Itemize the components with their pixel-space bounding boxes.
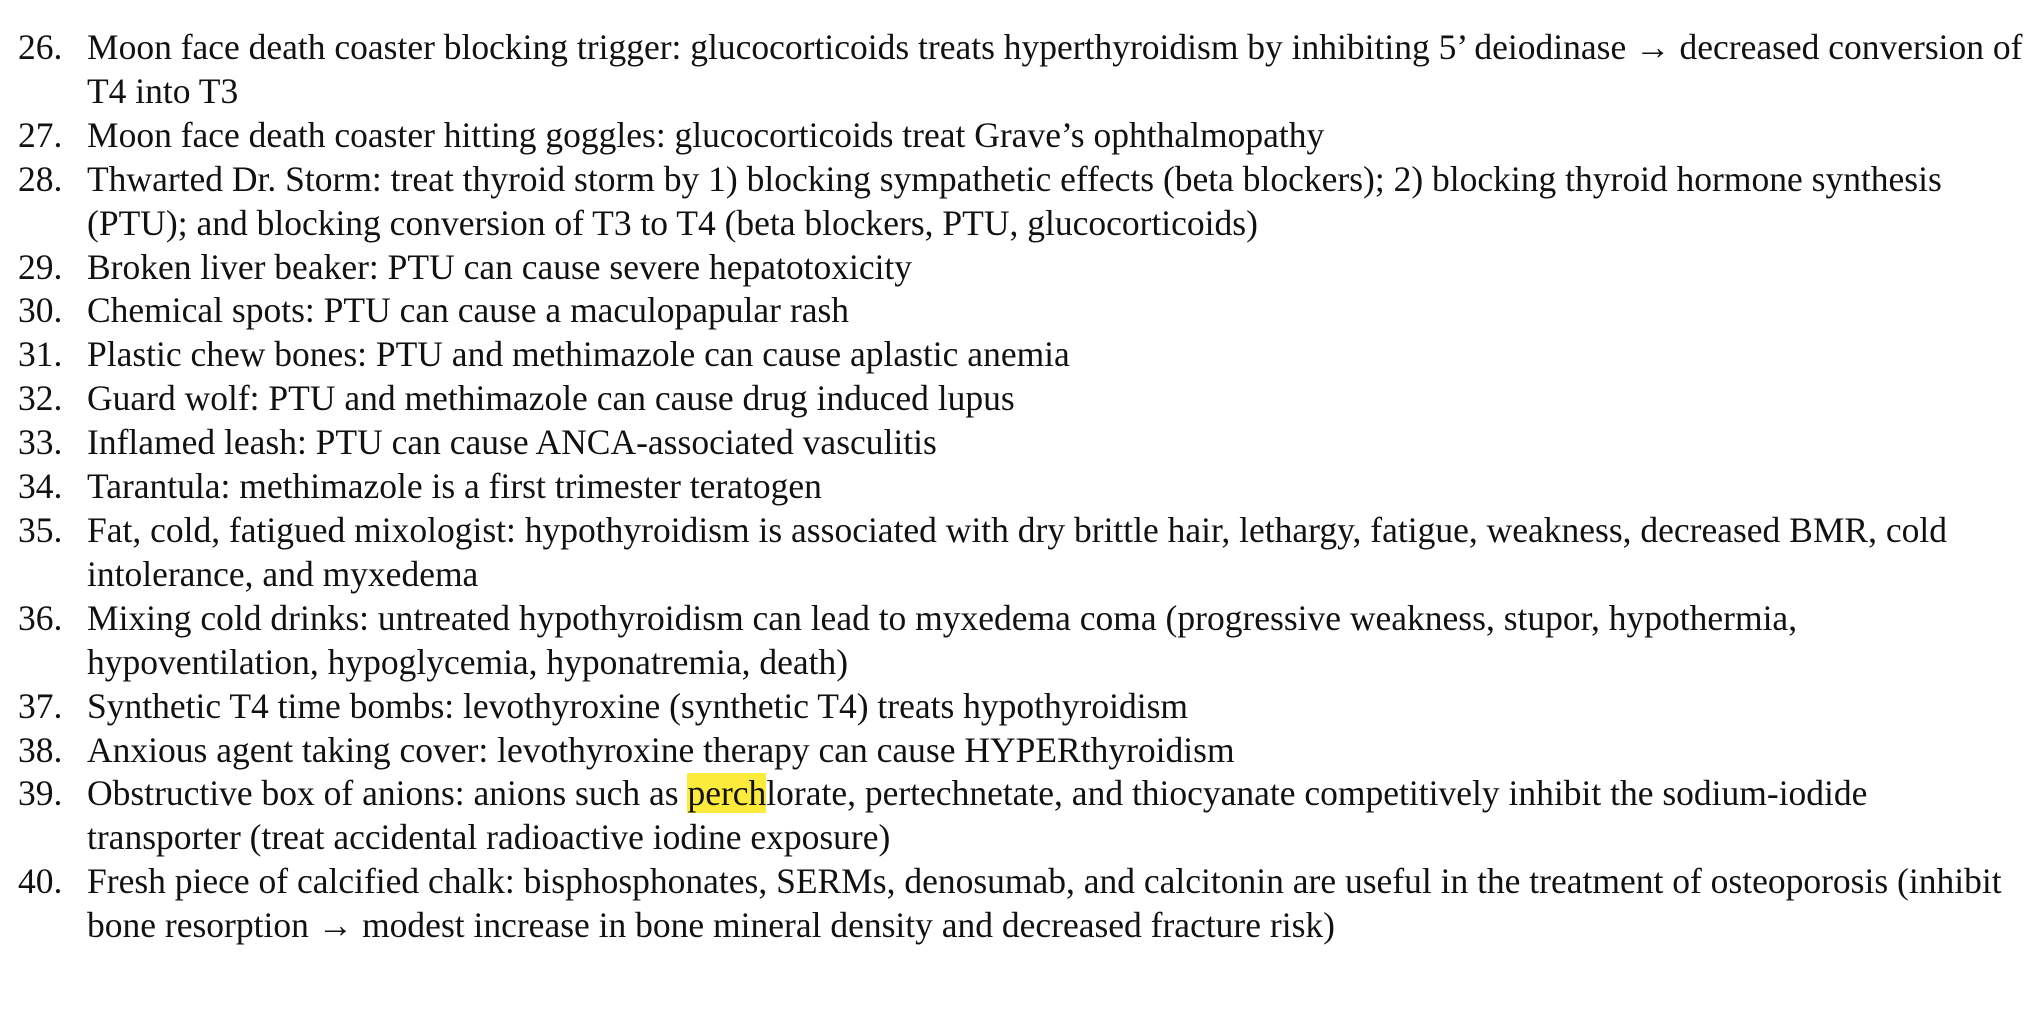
item-number: 32. bbox=[18, 378, 63, 419]
list-item-33 bbox=[0, 421, 2036, 465]
item-number: 40. bbox=[18, 861, 63, 902]
item-text: Moon face death coaster blocking trigger: glucocorticoids treats hyperthyroidism by inhibiting 5’ deiodinase → decreased conversion of T4 into T3 bbox=[87, 27, 2023, 111]
list-item-31 bbox=[0, 333, 2036, 377]
item-number: 34. bbox=[18, 466, 63, 507]
list-item-35 bbox=[0, 509, 2036, 597]
list-item-29 bbox=[0, 246, 2036, 290]
item-number: 36. bbox=[18, 597, 63, 638]
item-number: 31. bbox=[18, 334, 63, 375]
item-number: 26. bbox=[18, 27, 63, 67]
item-number: 28. bbox=[18, 158, 63, 199]
item-number: 35. bbox=[18, 509, 63, 550]
item-number: 39. bbox=[18, 773, 63, 814]
list-item-28 bbox=[0, 158, 2036, 246]
item-text: Tarantula: methimazole is a first trimester teratogen bbox=[87, 466, 822, 507]
list-item-37 bbox=[0, 685, 2036, 729]
item-text: Inflamed leash: PTU can cause ANCA-associated vasculitis bbox=[87, 422, 937, 463]
list-item-34 bbox=[0, 465, 2036, 509]
list-item-36 bbox=[0, 597, 2036, 685]
item-text: Anxious agent taking cover: levothyroxine therapy can cause HYPERthyroidism bbox=[87, 729, 1235, 770]
item-text: Chemical spots: PTU can cause a maculopapular rash bbox=[87, 290, 850, 331]
list-item-26 bbox=[0, 26, 2036, 114]
item-text: Synthetic T4 time bombs: levothyroxine (synthetic T4) treats hypothyroidism bbox=[87, 685, 1189, 726]
item-number: 37. bbox=[18, 685, 63, 726]
item-number: 30. bbox=[18, 290, 63, 331]
item-text-before-highlight: Obstructive box of anions: anions such as bbox=[87, 773, 688, 814]
item-text: Mixing cold drinks: untreated hypothyroidism can lead to myxedema coma (progressive weakness, stupor, hypothermia, hypoventilation, hypoglycemia, hyponatremia, death) bbox=[87, 597, 1798, 682]
item-text-after-highlight: lorate, pertechnetate, and thiocyanate competitively inhibit the sodium-iodide transporter (treat accidental radioactive iodine exposure) bbox=[87, 773, 1868, 858]
item-text: Guard wolf: PTU and methimazole can cause drug induced lupus bbox=[87, 378, 1015, 419]
list-item-40 bbox=[0, 860, 2036, 948]
item-number: 29. bbox=[18, 246, 63, 287]
item-text: Plastic chew bones: PTU and methimazole can cause aplastic anemia bbox=[87, 334, 1070, 375]
item-text: Fresh piece of calcified chalk: bisphosphonates, SERMs, denosumab, and calcitonin are useful in the treatment of osteoporosis (inhibit bone resorption → modest increase in bone mineral density and decreased fracture risk) bbox=[87, 861, 2002, 946]
item-text: Moon face death coaster hitting goggles: glucocorticoids treat Grave’s ophthalmopathy bbox=[87, 114, 1325, 155]
highlighted-text: perch bbox=[687, 773, 767, 814]
list-item-30 bbox=[0, 289, 2036, 333]
list-item-32 bbox=[0, 377, 2036, 421]
list-item-38 bbox=[0, 729, 2036, 773]
item-number: 38. bbox=[18, 729, 63, 770]
item-text: Fat, cold, fatigued mixologist: hypothyroidism is associated with dry brittle hair, lethargy, fatigue, weakness, decreased BMR, cold intolerance, and myxedema bbox=[87, 509, 1947, 594]
numbered-list bbox=[0, 26, 2036, 948]
item-number: 27. bbox=[18, 114, 63, 155]
list-item-39 bbox=[0, 772, 2036, 860]
item-text: Broken liver beaker: PTU can cause severe hepatotoxicity bbox=[87, 246, 913, 287]
list-item-27 bbox=[0, 114, 2036, 158]
item-text: Thwarted Dr. Storm: treat thyroid storm by 1) blocking sympathetic effects (beta blockers); 2) blocking thyroid hormone synthesis (PTU); and blocking conversion of T3 to T4 (beta blockers, PTU, glucocorticoids) bbox=[87, 158, 1942, 243]
item-number: 33. bbox=[18, 422, 63, 463]
